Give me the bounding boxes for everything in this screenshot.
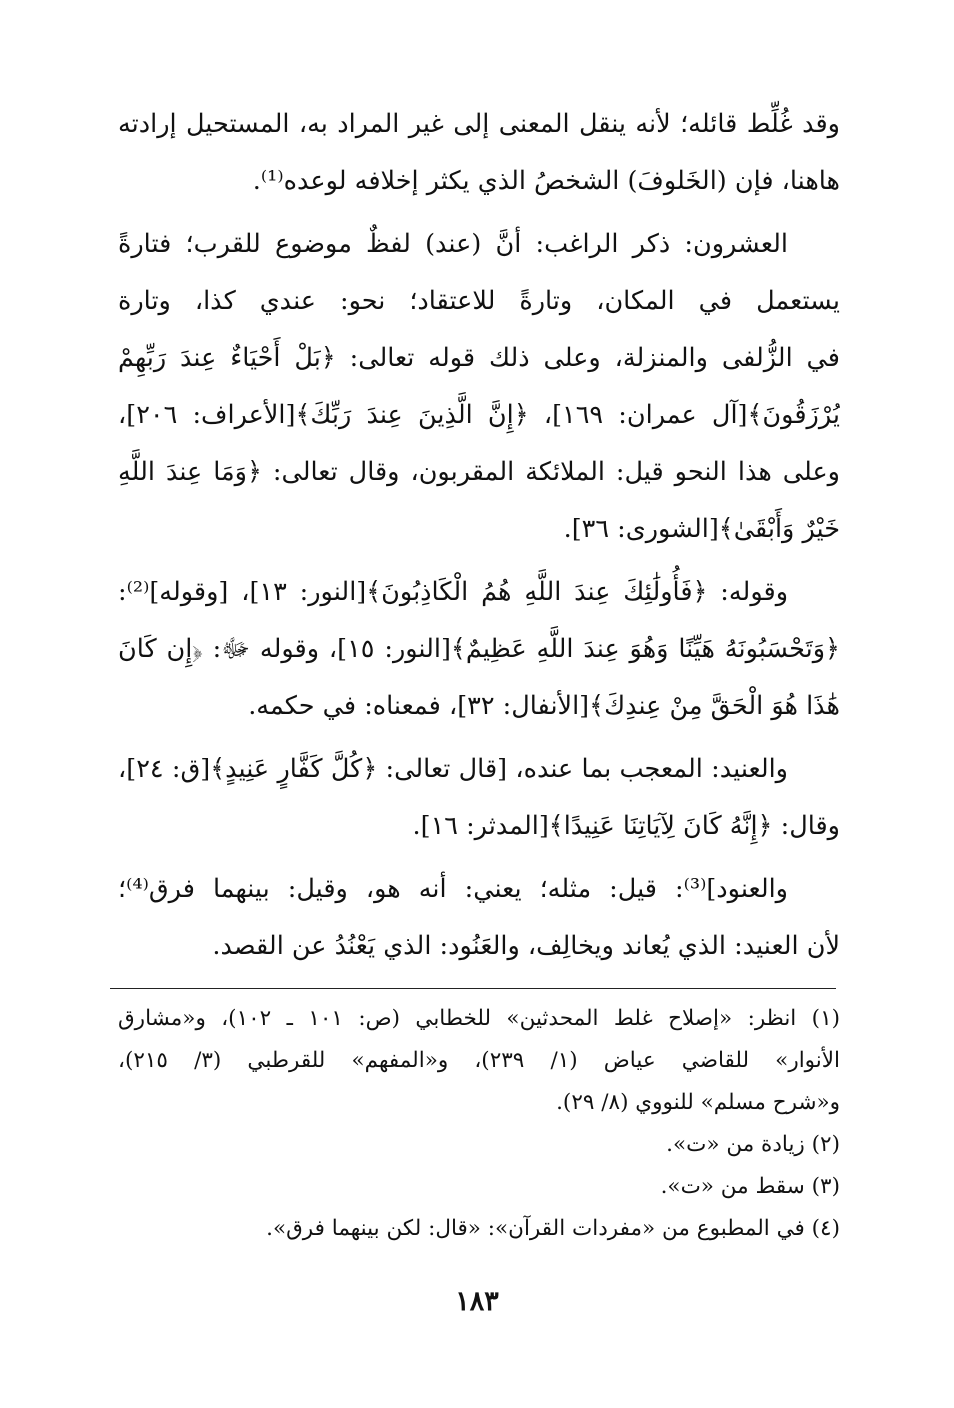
text-line: هاهنا، فإن (الخَلوفَ) الشخصُ الذي يكثر إخلافه لوعده⁽¹⁾.	[252, 166, 840, 196]
text-line: والعنود]⁽³⁾: قيل: مثله؛ يعني: أنه هو، وقيل: بينهما فرق⁽⁴⁾؛	[118, 874, 788, 904]
text-line: وقد غُلِّط قائله؛ لأنه ينقل المعنى إلى غير المراد به، المستحيل إرادته	[118, 109, 840, 139]
text-line: لأن العنيد: الذي يُعاند ويخالِف، والعَنُود: الذي يَعْنُدُ عن القصد.	[212, 931, 840, 961]
page-number: ١٨٣	[455, 1286, 499, 1317]
footnote-line: (١) انظر: «إصلاح غلط المحدثين» للخطابي (ص: ١٠١ ـ ١٠٢)، و«مشارق	[118, 1006, 840, 1031]
footnote-separator	[110, 988, 836, 989]
footnote-line: و«شرح مسلم» للنووي (٨/ ٢٩).	[556, 1090, 840, 1115]
main-text	[118, 96, 840, 975]
text-line: والعنيد: المعجب بما عنده، [قال تعالى: ﴿كُلَّ كَفَّارٍ عَنِيدٍ﴾[ق: ٢٤]،	[118, 754, 788, 784]
text-line: يُرْزَقُونَ﴾[آل عمران: ١٦٩]، ﴿إِنَّ الَّذِينَ عِندَ رَبِّكَ﴾[الأعراف: ٢٠٦]،	[118, 400, 840, 430]
footnote-line: (٣) سقط من «ت».	[660, 1174, 840, 1199]
footnote-line: الأنوار» للقاضي عياض (١/ ٢٣٩)، و«المفهم» للقرطبي (٣/ ٢١٥)،	[118, 1048, 840, 1073]
footnote-line: (٢) زيادة من «ت».	[666, 1132, 840, 1157]
text-line: وقال: ﴿إِنَّهُ كَانَ لِآيَاتِنَا عَنِيدًا﴾[المدثر: ١٦].	[412, 811, 840, 841]
footnotes	[118, 998, 840, 1250]
text-line: وعلى هذا النحو قيل: الملائكة المقربون، وقال تعالى: ﴿وَمَا عِندَ اللَّهِ	[118, 457, 840, 487]
text-line: هَٰذَا هُوَ الْحَقَّ مِنْ عِندِكَ﴾[الأنفال: ٣٢]، فمعناه: في حكمه.	[248, 691, 840, 721]
text-line: يستعمل في المكان، وتارةً للاعتقاد؛ نحو: عندي كذا، وتارة	[118, 286, 840, 316]
footnote-line: (٤) في المطبوع من «مفردات القرآن»: «قال: لكن بينهما فرق».	[266, 1216, 840, 1241]
text-line: خَيْرٌ وَأَبْقَىٰ﴾[الشورى: ٣٦].	[563, 514, 840, 544]
text-line: في الزُّلفى والمنزلة، وعلى ذلك قوله تعالى: ﴿بَلْ أَحْيَاءٌ عِندَ رَبِّهِمْ	[118, 343, 840, 373]
text-line: العشرون: ذكر الراغب: أنَّ (عند) لفظٌ موضوع للقرب؛ فتارةً	[118, 229, 788, 259]
text-line: وقوله: ﴿فَأُولَٰئِكَ عِندَ اللَّهِ هُمُ الْكَاذِبُونَ﴾[النور: ١٣]، [وقوله]⁽²⁾:	[118, 577, 789, 607]
text-line: ﴿وَتَحْسَبُونَهُ هَيِّنًا وَهُوَ عِندَ اللَّهِ عَظِيمٌ﴾[النور: ١٥]، وقوله ﷻ: ﴿إِن كَانَ	[118, 634, 840, 664]
